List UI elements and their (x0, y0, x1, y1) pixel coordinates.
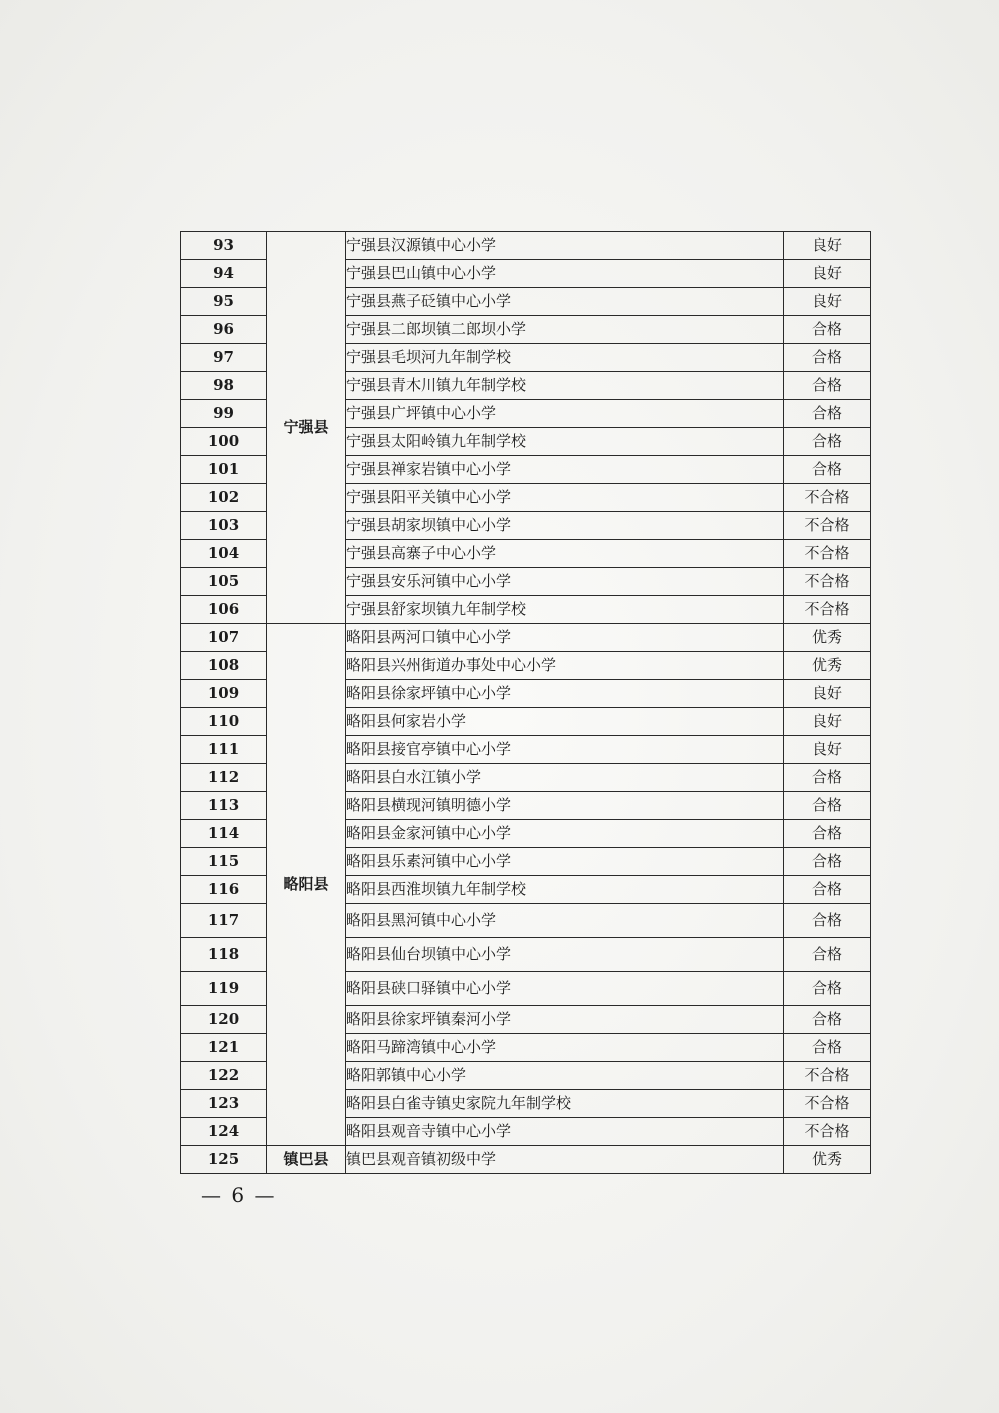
school-name: 镇巴县观音镇初级中学 (346, 1146, 784, 1174)
evaluation-table (180, 231, 871, 1174)
grade-result: 合格 (784, 1034, 871, 1062)
school-name: 宁强县太阳岭镇九年制学校 (346, 428, 784, 456)
school-name: 略阳县西淮坝镇九年制学校 (346, 876, 784, 904)
school-name: 宁强县禅家岩镇中心小学 (346, 456, 784, 484)
grade-result: 合格 (784, 400, 871, 428)
row-number: 101 (181, 456, 267, 484)
row-number: 98 (181, 372, 267, 400)
row-number: 116 (181, 876, 267, 904)
school-name: 宁强县燕子砭镇中心小学 (346, 288, 784, 316)
school-name: 略阳县观音寺镇中心小学 (346, 1118, 784, 1146)
county-cell: 略阳县 (267, 624, 346, 1146)
school-name: 略阳郭镇中心小学 (346, 1062, 784, 1090)
school-name: 宁强县汉源镇中心小学 (346, 232, 784, 260)
row-number: 123 (181, 1090, 267, 1118)
school-name: 宁强县高寨子中心小学 (346, 540, 784, 568)
grade-result: 合格 (784, 848, 871, 876)
grade-result: 优秀 (784, 652, 871, 680)
grade-result: 合格 (784, 820, 871, 848)
school-name: 宁强县阳平关镇中心小学 (346, 484, 784, 512)
row-number: 106 (181, 596, 267, 624)
row-number: 113 (181, 792, 267, 820)
grade-result: 合格 (784, 764, 871, 792)
grade-result: 合格 (784, 972, 871, 1006)
row-number: 121 (181, 1034, 267, 1062)
school-name: 略阳县白水江镇小学 (346, 764, 784, 792)
grade-result: 不合格 (784, 1090, 871, 1118)
grade-result: 良好 (784, 260, 871, 288)
school-name: 略阳县白雀寺镇史家院九年制学校 (346, 1090, 784, 1118)
grade-result: 优秀 (784, 1146, 871, 1174)
school-name: 宁强县安乐河镇中心小学 (346, 568, 784, 596)
row-number: 120 (181, 1006, 267, 1034)
row-number: 119 (181, 972, 267, 1006)
school-name: 宁强县青木川镇九年制学校 (346, 372, 784, 400)
grade-result: 合格 (784, 904, 871, 938)
grade-result: 合格 (784, 372, 871, 400)
school-name: 宁强县巴山镇中心小学 (346, 260, 784, 288)
row-number: 109 (181, 680, 267, 708)
grade-result: 不合格 (784, 596, 871, 624)
school-name: 宁强县胡家坝镇中心小学 (346, 512, 784, 540)
grade-result: 良好 (784, 288, 871, 316)
row-number: 118 (181, 938, 267, 972)
county-cell: 宁强县 (267, 232, 346, 624)
grade-result: 不合格 (784, 568, 871, 596)
row-number: 108 (181, 652, 267, 680)
page-number: — 6 — (201, 1183, 277, 1207)
grade-result: 不合格 (784, 484, 871, 512)
row-number: 125 (181, 1146, 267, 1174)
school-name: 略阳县仙台坝镇中心小学 (346, 938, 784, 972)
school-name: 略阳县接官亭镇中心小学 (346, 736, 784, 764)
table-row (181, 232, 871, 260)
row-number: 112 (181, 764, 267, 792)
row-number: 114 (181, 820, 267, 848)
grade-result: 良好 (784, 708, 871, 736)
grade-result: 不合格 (784, 1118, 871, 1146)
school-name: 略阳县徐家坪镇秦河小学 (346, 1006, 784, 1034)
row-number: 100 (181, 428, 267, 456)
school-name: 略阳县黑河镇中心小学 (346, 904, 784, 938)
grade-result: 合格 (784, 876, 871, 904)
row-number: 117 (181, 904, 267, 938)
grade-result: 合格 (784, 792, 871, 820)
grade-result: 合格 (784, 938, 871, 972)
grade-result: 良好 (784, 680, 871, 708)
row-number: 96 (181, 316, 267, 344)
row-number: 105 (181, 568, 267, 596)
row-number: 110 (181, 708, 267, 736)
school-name: 略阳县何家岩小学 (346, 708, 784, 736)
grade-result: 不合格 (784, 1062, 871, 1090)
school-name: 略阳县硖口驿镇中心小学 (346, 972, 784, 1006)
row-number: 124 (181, 1118, 267, 1146)
school-name: 略阳县金家河镇中心小学 (346, 820, 784, 848)
row-number: 104 (181, 540, 267, 568)
school-name: 略阳县徐家坪镇中心小学 (346, 680, 784, 708)
row-number: 93 (181, 232, 267, 260)
row-number: 97 (181, 344, 267, 372)
row-number: 115 (181, 848, 267, 876)
row-number: 122 (181, 1062, 267, 1090)
county-cell: 镇巴县 (267, 1146, 346, 1174)
row-number: 102 (181, 484, 267, 512)
grade-result: 合格 (784, 344, 871, 372)
school-name: 宁强县舒家坝镇九年制学校 (346, 596, 784, 624)
grade-result: 合格 (784, 316, 871, 344)
school-name: 略阳县兴州街道办事处中心小学 (346, 652, 784, 680)
school-name: 略阳县乐素河镇中心小学 (346, 848, 784, 876)
school-name: 宁强县毛坝河九年制学校 (346, 344, 784, 372)
row-number: 103 (181, 512, 267, 540)
grade-result: 良好 (784, 736, 871, 764)
grade-result: 优秀 (784, 624, 871, 652)
school-name: 略阳县横现河镇明德小学 (346, 792, 784, 820)
grade-result: 合格 (784, 428, 871, 456)
school-name: 宁强县二郎坝镇二郎坝小学 (346, 316, 784, 344)
grade-result: 合格 (784, 1006, 871, 1034)
school-name: 略阳马蹄湾镇中心小学 (346, 1034, 784, 1062)
row-number: 94 (181, 260, 267, 288)
school-name: 略阳县两河口镇中心小学 (346, 624, 784, 652)
table-row (181, 1146, 871, 1174)
grade-result: 良好 (784, 232, 871, 260)
grade-result: 不合格 (784, 512, 871, 540)
row-number: 95 (181, 288, 267, 316)
school-name: 宁强县广坪镇中心小学 (346, 400, 784, 428)
grade-result: 合格 (784, 456, 871, 484)
grade-result: 不合格 (784, 540, 871, 568)
row-number: 111 (181, 736, 267, 764)
row-number: 99 (181, 400, 267, 428)
row-number: 107 (181, 624, 267, 652)
table-row (181, 624, 871, 652)
